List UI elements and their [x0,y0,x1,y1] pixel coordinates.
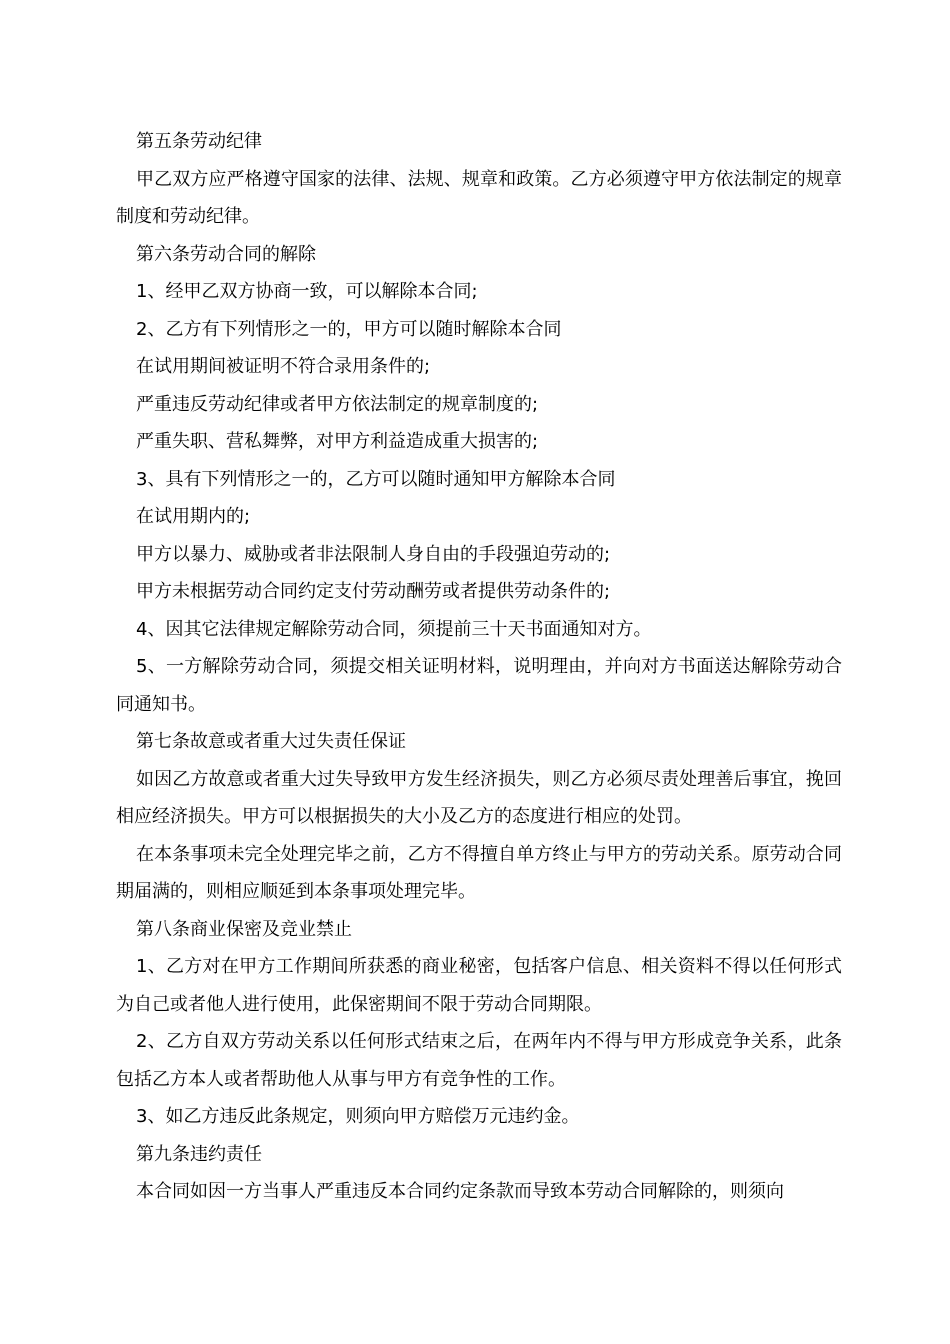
article-8-item-1: 1、乙方对在甲方工作期间所获悉的商业秘密，包括客户信息、相关资料不得以任何形式为自己或者他人进行使用，此保密期间不限于劳动合同期限。 [116,956,842,1015]
article-9-heading: 第九条违约责任 [136,1143,262,1165]
article-6-item-2a: 在试用期间被证明不符合录用条件的; [136,356,431,377]
article-8-item-2: 2、乙方自双方劳动关系以任何形式结束之后，在两年内不得与甲方形成竞争关系，此条包括乙方本人或者帮助他人从事与甲方有竞争性的工作。 [116,1031,842,1090]
article-5-text: 甲乙双方应严格遵守国家的法律、法规、规章和政策。乙方必须遵守甲方依法制定的规章制度和劳动纪律。 [116,168,842,227]
article-6-item-5: 5、一方解除劳动合同，须提交相关证明材料，说明理由，并向对方书面送达解除劳动合同通知书。 [116,656,842,715]
article-7-text-1: 如因乙方故意或者重大过失导致甲方发生经济损失，则乙方必须尽责处理善后事宜，挽回相应经济损失。甲方可以根据损失的大小及乙方的态度进行相应的处罚。 [116,768,842,827]
article-6-heading: 第六条劳动合同的解除 [136,243,316,265]
article-6-item-2b: 严重违反劳动纪律或者甲方依法制定的规章制度的; [136,393,539,415]
article-6-item-3b: 甲方以暴力、威胁或者非法限制人身自由的手段强迫劳动的; [136,543,611,565]
article-6-item-4: 4、因其它法律规定解除劳动合同，须提前三十天书面通知对方。 [136,618,652,640]
article-6-item-3: 3、具有下列情形之一的，乙方可以随时通知甲方解除本合同 [136,468,616,490]
article-7-heading: 第七条故意或者重大过失责任保证 [136,731,406,752]
article-6-item-3a: 在试用期内的; [136,506,251,527]
article-6-item-2c: 严重失职、营私舞弊，对甲方利益造成重大损害的; [136,431,539,452]
article-9-text: 本合同如因一方当事人严重违反本合同约定条款而导致本劳动合同解除的，则须向 [136,1181,784,1202]
document-body [116,123,842,1211]
article-6-item-1: 1、经甲乙双方协商一致，可以解除本合同; [136,281,478,302]
article-6-item-2: 2、乙方有下列情形之一的，甲方可以随时解除本合同 [136,318,562,340]
article-5-heading: 第五条劳动纪律 [136,131,262,152]
article-8-heading: 第八条商业保密及竞业禁止 [136,918,352,940]
article-6-item-3c: 甲方未根据劳动合同约定支付劳动酬劳或者提供劳动条件的; [136,581,611,602]
article-8-item-3: 3、如乙方违反此条规定，则须向甲方赔偿万元违约金。 [136,1106,580,1127]
article-7-text-2: 在本条事项未完全处理完毕之前，乙方不得擅自单方终止与甲方的劳动关系。原劳动合同期届满的，则相应顺延到本条事项处理完毕。 [116,843,842,902]
